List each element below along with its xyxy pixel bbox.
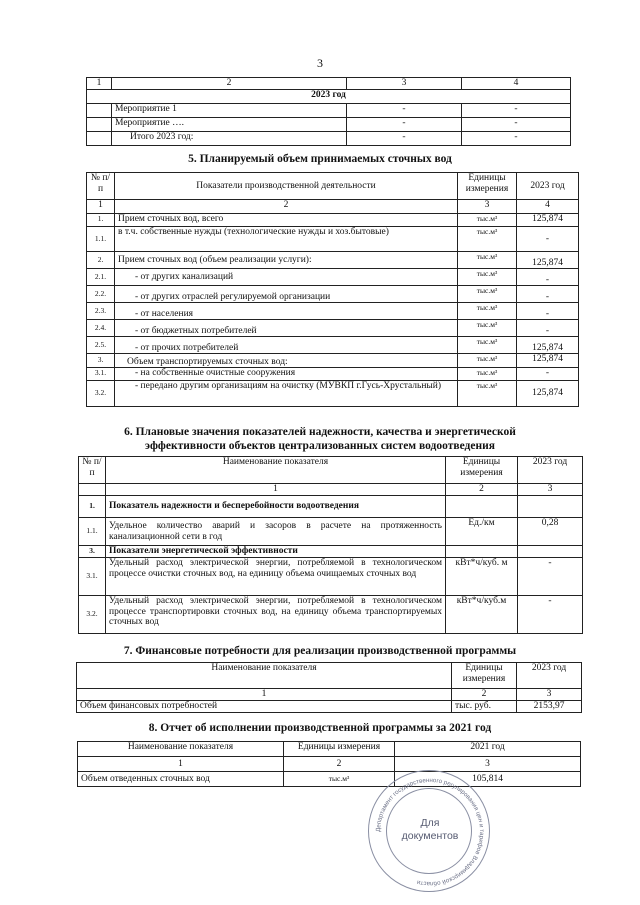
col-header: Показатели производственной деятельности <box>115 173 458 200</box>
row-unit: тыс.м³ <box>458 252 517 269</box>
header-num: 3 <box>347 78 462 90</box>
row-value: 0,28 <box>518 518 583 546</box>
row-name: Показатель надежности и бесперебойности водоотведения <box>106 496 446 518</box>
row-num: 2.2. <box>87 286 115 303</box>
row-name: Прием сточных вод, всего <box>115 214 458 227</box>
row-num: 3.2. <box>87 381 115 407</box>
row-value: - <box>517 286 579 303</box>
row-unit: тыс.м³ <box>458 227 517 252</box>
table-row <box>79 518 583 546</box>
row-value: 125,874 <box>517 337 579 354</box>
table-row <box>79 558 583 596</box>
row-num: 2.4. <box>87 320 115 337</box>
row-value: 125,874 <box>517 252 579 269</box>
row-value: 125,874 <box>517 354 579 368</box>
measure-label: Мероприятие 1 <box>112 104 347 118</box>
table-row <box>87 214 579 227</box>
table-row <box>77 701 582 713</box>
row-name: Показатели энергетической эффективности <box>106 546 446 558</box>
table-row <box>87 252 579 269</box>
col-header: Единицы измерения <box>284 742 395 757</box>
table-row <box>79 496 583 518</box>
table-row <box>87 132 571 146</box>
row-num: 1.1. <box>79 518 106 546</box>
row-num: 3.1. <box>79 558 106 596</box>
year-row: 2023 год <box>87 90 571 104</box>
row-name: Объем транспортируемых сточных вод: <box>115 354 458 368</box>
row-num: 1. <box>79 496 106 518</box>
row-value: - <box>517 269 579 286</box>
stamp-line1: Для <box>420 817 440 829</box>
row-value: - <box>518 596 583 634</box>
measure-label: Мероприятие …. <box>112 118 347 132</box>
col-num: 3 <box>517 689 582 701</box>
row-name: - от бюджетных потребителей <box>115 320 458 337</box>
row-value: 125,874 <box>517 381 579 407</box>
col-header: 2023 год <box>517 663 582 689</box>
row-unit: тыс.м³ <box>458 214 517 227</box>
cell: - <box>462 118 571 132</box>
section6-table <box>78 456 583 634</box>
table-row <box>79 546 583 558</box>
cell: - <box>347 132 462 146</box>
col-num: 2 <box>446 484 518 496</box>
row-num: 2. <box>87 252 115 269</box>
row-name: - от населения <box>115 303 458 320</box>
section6-heading-line2: эффективности объектов централизованных систем водоотведения <box>145 440 495 452</box>
row-value: - <box>518 558 583 596</box>
col-header: Единицы измерения <box>446 457 518 484</box>
row-unit: тыс.м³ <box>458 368 517 381</box>
table-row <box>87 320 579 337</box>
row-unit: тыс.м³ <box>458 320 517 337</box>
row-num: 1. <box>87 214 115 227</box>
table-row <box>87 286 579 303</box>
col-num: 2 <box>115 200 458 214</box>
row-value: 105,814 <box>395 772 581 787</box>
table-row <box>87 368 579 381</box>
row-num: 3.1. <box>87 368 115 381</box>
table-row <box>87 104 571 118</box>
row-num: 2.5. <box>87 337 115 354</box>
row-num: 1.1. <box>87 227 115 252</box>
row-value: - <box>517 303 579 320</box>
row-unit: Ед./км <box>446 518 518 546</box>
row-unit: тыс.м³ <box>458 286 517 303</box>
col-num: 1 <box>78 757 284 772</box>
row-num: 3.2. <box>79 596 106 634</box>
row-unit: кВт*ч/куб.м <box>446 596 518 634</box>
header-num: 2 <box>112 78 347 90</box>
row-name: - на собственные очистные сооружения <box>115 368 458 381</box>
cell: - <box>347 104 462 118</box>
row-name: - от других канализаций <box>115 269 458 286</box>
section7-table <box>76 662 582 713</box>
section6-heading-line1: 6. Плановые значения показателей надежности, качества и энергетической <box>124 426 516 438</box>
table-row <box>87 337 579 354</box>
col-num: 3 <box>395 757 581 772</box>
row-num: 3. <box>87 354 115 368</box>
col-num: 1 <box>87 200 115 214</box>
row-name: - от прочих потребителей <box>115 337 458 354</box>
row-unit: тыс.м³ <box>284 772 395 787</box>
row-num: 3. <box>79 546 106 558</box>
col-num: 1 <box>106 484 446 496</box>
row-name: Удельный расход электрической энергии, потребляемой в технологическом процессе транспортировки сточных вод, на единицу объема транспортируемых сточных вод <box>106 596 446 634</box>
col-header: 2021 год <box>395 742 581 757</box>
row-name: Объем финансовых потребностей <box>77 701 452 713</box>
table-row <box>87 303 579 320</box>
col-header: № п/п <box>79 457 106 484</box>
row-unit: тыс.м³ <box>458 269 517 286</box>
header-num: 1 <box>87 78 112 90</box>
stamp-line2: документов <box>401 830 459 842</box>
section5-heading: 5. Планируемый объем принимаемых сточных вод <box>188 153 452 165</box>
col-header: Наименование показателя <box>78 742 284 757</box>
cell: - <box>347 118 462 132</box>
row-unit: тыс.м³ <box>458 381 517 407</box>
col-num: 1 <box>77 689 452 701</box>
table-row <box>87 118 571 132</box>
table-row <box>87 354 579 368</box>
col-header: № п/п <box>87 173 115 200</box>
cell: - <box>462 104 571 118</box>
table-row <box>79 596 583 634</box>
row-unit: кВт*ч/куб. м <box>446 558 518 596</box>
row-name: Удельный расход электрической энергии, потребляемой в технологическом процессе очистки сточных вод, на единицу объема очищаемых сточных вод <box>106 558 446 596</box>
stamp <box>368 770 490 892</box>
row-name: - передано другим организациям на очистку (МУВКП г.Гусь-Хрустальный) <box>115 381 458 407</box>
row-num: 2.3. <box>87 303 115 320</box>
row-unit: тыс.м³ <box>458 354 517 368</box>
header-num: 4 <box>462 78 571 90</box>
row-value: - <box>517 320 579 337</box>
section5-table <box>86 172 579 407</box>
section8-heading: 8. Отчет об исполнении производственной программы за 2021 год <box>148 722 492 734</box>
col-num: 2 <box>452 689 517 701</box>
total-label: Итого 2023 год: <box>112 132 347 146</box>
row-name: Удельное количество аварий и засоров в расчете на протяженность канализационной сети в год <box>106 518 446 546</box>
row-value <box>518 496 583 518</box>
table-row <box>78 772 581 787</box>
stamp-center-text <box>369 817 491 843</box>
row-name: - от других отраслей регулируемой организации <box>115 286 458 303</box>
row-unit <box>446 496 518 518</box>
col-header: 2023 год <box>517 173 579 200</box>
row-unit <box>446 546 518 558</box>
col-num: 3 <box>458 200 517 214</box>
row-value: - <box>517 227 579 252</box>
section7-heading: 7. Финансовые потребности для реализации производственной программы <box>123 645 517 657</box>
row-name: Объем отведенных сточных вод <box>78 772 284 787</box>
svg-text:Департамент государственного р: Департамент государственного регулирования цен и тарифов Владимирской области <box>374 776 486 888</box>
top-measures-table <box>86 77 571 146</box>
page-number: 3 <box>317 56 323 70</box>
row-value: - <box>517 368 579 381</box>
row-value: 2153,97 <box>517 701 582 713</box>
row-unit: тыс. руб. <box>452 701 517 713</box>
row-name: в т.ч. собственные нужды (технологические нужды и хоз.бытовые) <box>115 227 458 252</box>
col-header: Наименование показателя <box>106 457 446 484</box>
col-num: 2 <box>284 757 395 772</box>
col-header: Наименование показателя <box>77 663 452 689</box>
table-row <box>87 381 579 407</box>
row-value <box>518 546 583 558</box>
col-num: 3 <box>518 484 583 496</box>
row-unit: тыс.м³ <box>458 303 517 320</box>
row-num: 2.1. <box>87 269 115 286</box>
col-num: 4 <box>517 200 579 214</box>
row-unit: тыс.м³ <box>458 337 517 354</box>
table-row <box>87 227 579 252</box>
col-header: 2023 год <box>518 457 583 484</box>
row-name: Прием сточных вод (объем реализации услуги): <box>115 252 458 269</box>
cell: - <box>462 132 571 146</box>
row-value: 125,874 <box>517 214 579 227</box>
section8-table <box>77 741 581 787</box>
col-header: Единицы измерения <box>452 663 517 689</box>
table-row <box>87 269 579 286</box>
col-header: Единицы измерения <box>458 173 517 200</box>
